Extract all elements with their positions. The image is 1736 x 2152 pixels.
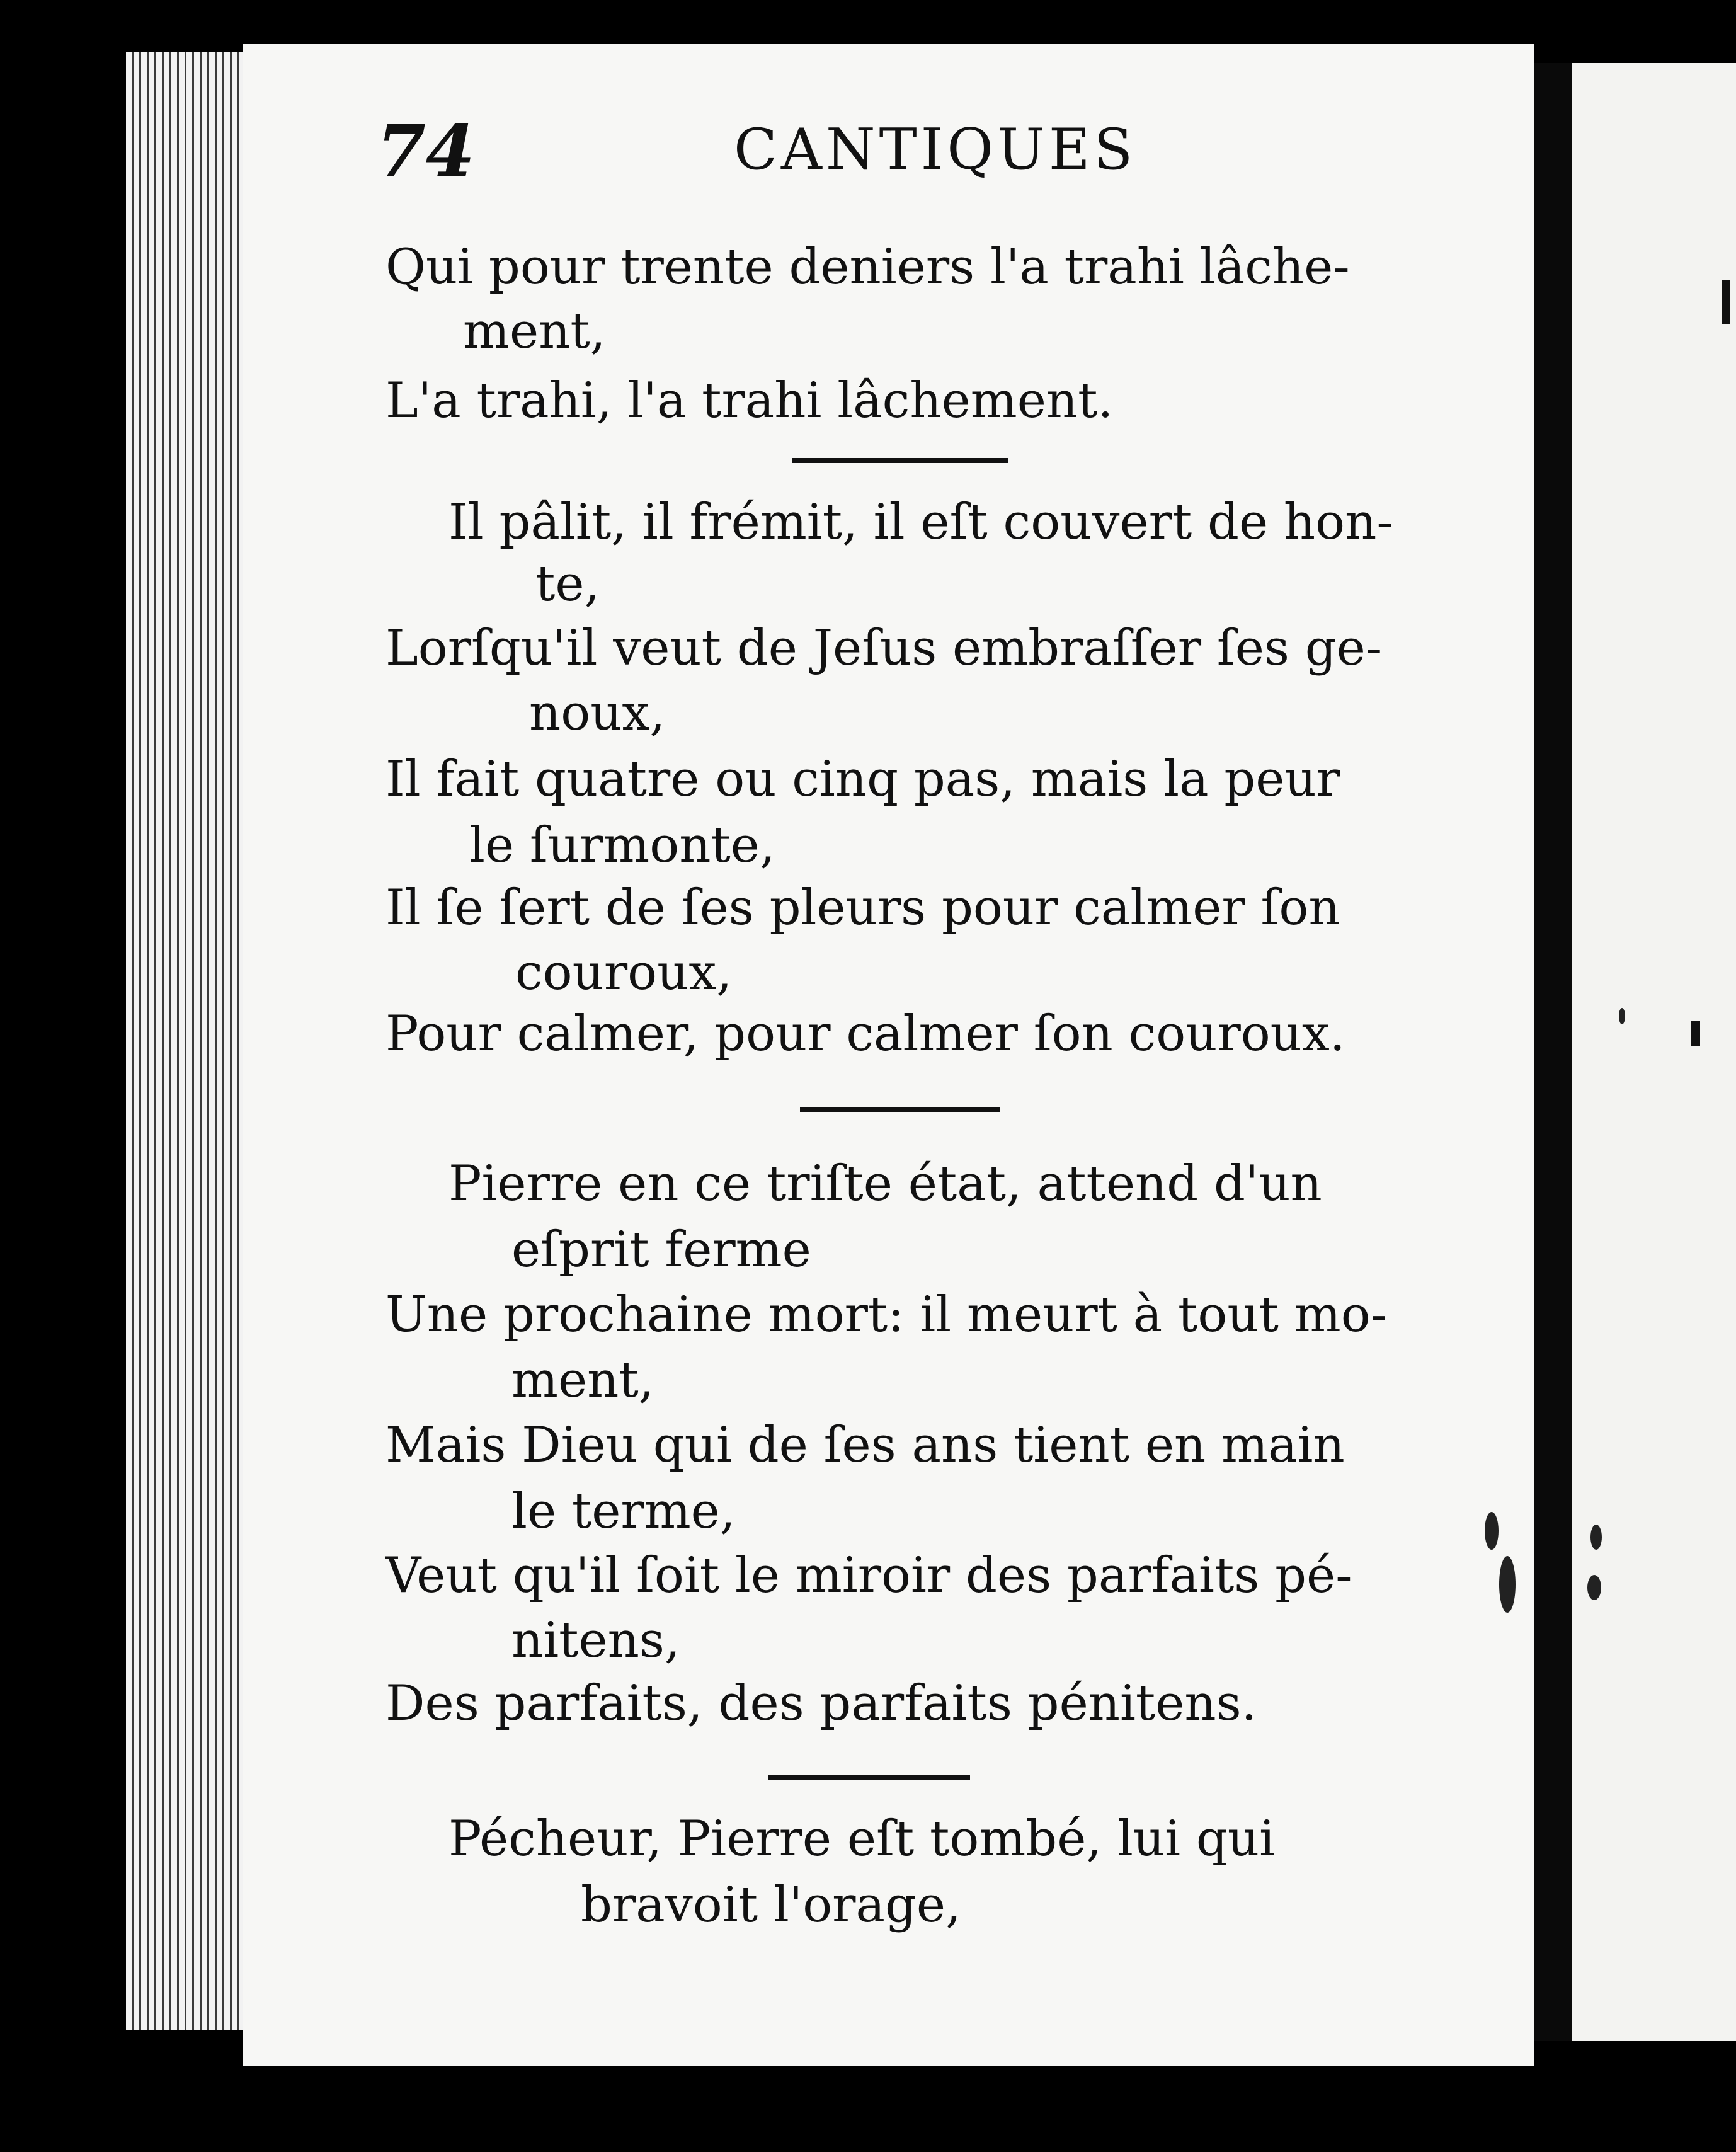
verse-line: te, xyxy=(535,556,600,612)
stanza-separator xyxy=(768,1775,970,1780)
verse-line: Il ſe ſert de ſes pleurs pour calmer ſon xyxy=(385,879,1340,936)
verse-line: ment, xyxy=(463,303,606,360)
verse-line: Qui pour trente deniers l'a trahi lâche- xyxy=(385,239,1350,295)
ink-speck xyxy=(1485,1512,1499,1550)
ink-speck xyxy=(1587,1575,1601,1600)
verse-line: Il fait quatre ou cinq pas, mais la peur xyxy=(385,751,1340,808)
verse-line: Lorſqu'il veut de Jeſus embraſſer ſes ge- xyxy=(385,620,1383,677)
stanza-separator xyxy=(792,458,1008,463)
ink-speck xyxy=(1590,1525,1602,1550)
verse-line: ment, xyxy=(511,1352,654,1409)
ink-speck xyxy=(1619,1008,1625,1024)
verse-line: le ſurmonte, xyxy=(469,817,775,874)
verse-line: couroux, xyxy=(515,944,733,1001)
verse-line: Pour calmer, pour calmer ſon couroux. xyxy=(385,1005,1345,1062)
verse-line: nitens, xyxy=(511,1612,680,1669)
verse-line: Mais Dieu qui de ſes ans tient en main xyxy=(385,1417,1345,1474)
stanza-separator xyxy=(800,1107,1000,1112)
verse-line: Pierre en ce triſte état, attend d'un xyxy=(448,1155,1322,1212)
page-number: 74 xyxy=(377,110,475,193)
running-head: CANTIQUES xyxy=(734,117,1137,183)
verse-line: Une prochaine mort: il meurt à tout mo- xyxy=(385,1286,1388,1343)
verse-line: le terme, xyxy=(511,1483,736,1540)
ink-speck xyxy=(1499,1556,1516,1613)
verse-line: Il pâlit, il frémit, il eſt couvert de hon- xyxy=(448,494,1393,551)
verse-line: Des parfaits, des parfaits pénitens. xyxy=(385,1675,1257,1732)
verse-line: L'a trahi, l'a trahi lâchement. xyxy=(385,372,1114,429)
verse-line: Veut qu'il ſoit le miroir des parfaits pé- xyxy=(385,1547,1352,1604)
verse-line: eſprit ferme xyxy=(511,1222,811,1278)
verse-line: noux, xyxy=(529,685,666,741)
verse-line: Pécheur, Pierre eſt tombé, lui qui xyxy=(448,1811,1276,1867)
verse-line: bravoit l'orage, xyxy=(581,1877,961,1933)
